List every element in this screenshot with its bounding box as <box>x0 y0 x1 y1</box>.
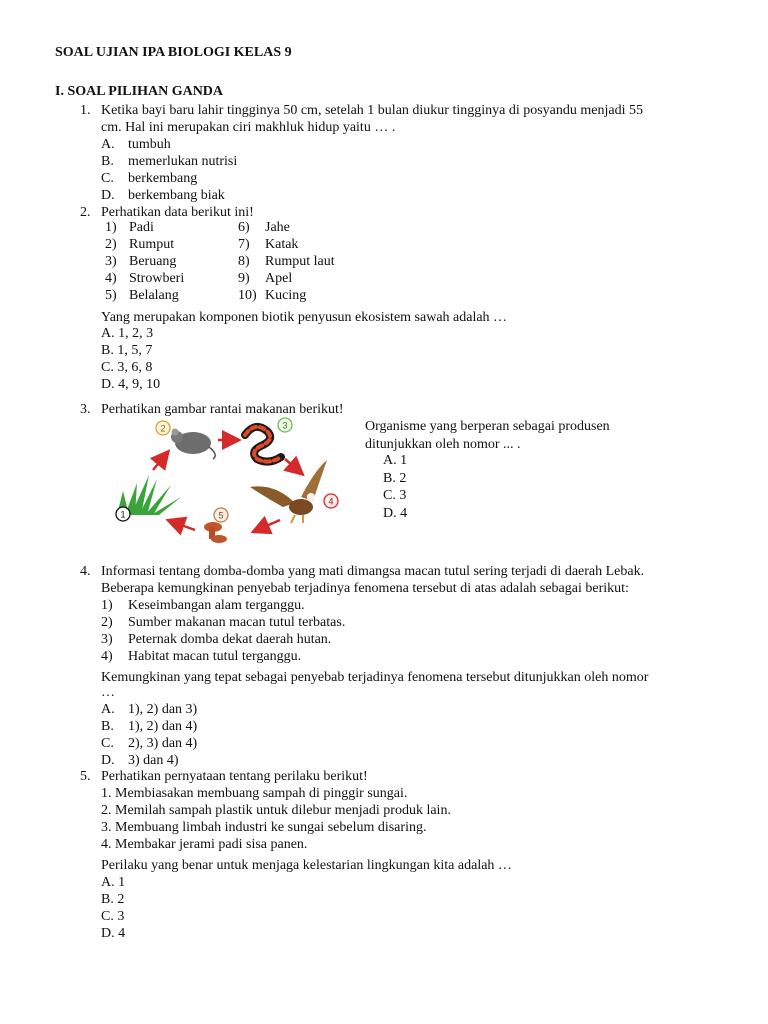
q4-text-line2: Beberapa kemungkinan penyebab terjadinya fenomena tersebut di atas adalah sebagai berikut: <box>101 581 629 596</box>
q2-data-item: 2) Rumput <box>105 237 175 252</box>
q2-option[interactable]: A. 1, 2, 3 <box>101 326 154 341</box>
q4-item: 1) Keseimbangan alam terganggu. <box>101 598 305 613</box>
q4-options <box>101 701 401 769</box>
q5-intro: Perhatikan pernyataan tentang perilaku berikut! <box>101 769 368 784</box>
q4-text-line1: Informasi tentang domba-domba yang mati dimangsa macan tutul sering terjadi di daerah Lebak. <box>101 564 645 579</box>
diagram-label-5 <box>214 508 228 522</box>
q4-option[interactable]: C. 2), 3) dan 4) <box>101 736 198 751</box>
q1-option[interactable]: D. berkembang biak <box>101 188 225 203</box>
q3-option[interactable]: A. 1 <box>383 453 408 468</box>
eagle-icon <box>250 460 327 523</box>
svg-text:4: 4 <box>328 496 334 507</box>
svg-text:2: 2 <box>160 423 166 434</box>
q5-item: 3. Membuang limbah industri ke sungai sebelum disaring. <box>101 820 427 835</box>
q5-number: 5. <box>80 769 91 784</box>
q4-option[interactable]: B. 1), 2) dan 4) <box>101 719 198 734</box>
q3-question-line1: Organisme yang berperan sebagai produsen <box>365 419 610 434</box>
q3-intro: Perhatikan gambar rantai makanan berikut! <box>101 402 344 417</box>
arrow-3-to-4 <box>285 459 301 473</box>
q3-number: 3. <box>80 402 91 417</box>
q3-question-line2: ditunjukkan oleh nomor ... . <box>365 437 521 452</box>
food-chain-diagram <box>105 415 360 555</box>
q2-option[interactable]: D. 4, 9, 10 <box>101 377 161 392</box>
q2-intro: Perhatikan data berikut ini! <box>101 205 254 220</box>
diagram-label-3 <box>278 418 292 432</box>
q4-item: 3) Peternak domba dekat daerah hutan. <box>101 632 332 647</box>
q1-text-line2: cm. Hal ini merupakan ciri makhluk hidup yaitu … . <box>101 120 396 135</box>
document-title: SOAL UJIAN IPA BIOLOGI KELAS 9 <box>55 45 292 60</box>
q2-options <box>101 325 301 393</box>
arrow-1-to-2 <box>153 453 167 470</box>
q3-options <box>383 452 483 522</box>
q5-item: 4. Membakar jerami padi sisa panen. <box>101 837 308 852</box>
q2-data-item: 1) Padi <box>105 220 154 235</box>
q1-option[interactable]: C. berkembang <box>101 171 198 186</box>
q2-data-item: 5) Belalang <box>105 288 179 303</box>
q2-option[interactable]: B. 1, 5, 7 <box>101 343 153 358</box>
q5-option[interactable]: A. 1 <box>101 875 126 890</box>
q2-data-item: 8) Rumput laut <box>238 254 335 269</box>
q1-option[interactable]: A. tumbuh <box>101 137 171 152</box>
q4-option[interactable]: D. 3) dan 4) <box>101 753 179 768</box>
snake-icon <box>245 427 281 462</box>
q1-text-line1: Ketika bayi baru lahir tingginya 50 cm, setelah 1 bulan diukur tingginya di posyandu menjadi 55 <box>101 103 643 118</box>
q2-data-right <box>238 219 398 304</box>
q3-option[interactable]: B. 2 <box>383 470 407 486</box>
q5-question: Perilaku yang benar untuk menjaga kelestarian lingkungan kita adalah … <box>101 858 512 873</box>
arrow-4-to-5 <box>255 520 280 531</box>
q4-option[interactable]: A. 1), 2) dan 3) <box>101 702 198 717</box>
diagram-label-1 <box>116 507 130 521</box>
q2-data-left <box>105 219 235 304</box>
q2-data-item: 3) Beruang <box>105 254 177 269</box>
q2-data-item: 9) Apel <box>238 271 293 286</box>
q1-options <box>101 136 401 204</box>
q2-option[interactable]: C. 3, 6, 8 <box>101 360 153 375</box>
svg-text:5: 5 <box>218 510 224 521</box>
diagram-label-2 <box>156 421 170 435</box>
q5-item: 1. Membiasakan membuang sampah di pinggir sungai. <box>101 786 408 801</box>
q3-option[interactable]: C. 3 <box>383 488 407 503</box>
q2-number: 2. <box>80 205 91 220</box>
fungus-icon <box>204 522 227 543</box>
section-heading: I. SOAL PILIHAN GANDA <box>55 84 224 99</box>
q2-data-item: 7) Katak <box>238 237 299 252</box>
q5-items <box>101 785 521 853</box>
diagram-label-4 <box>324 494 338 508</box>
q4-number: 4. <box>80 564 91 579</box>
q2-data-item: 6) Jahe <box>238 220 290 235</box>
svg-text:1: 1 <box>120 509 126 520</box>
q4-items <box>101 597 501 665</box>
q5-options <box>101 874 201 942</box>
q2-data-item: 4) Strowberi <box>105 271 185 286</box>
q4-item: 4) Habitat macan tutul terganggu. <box>101 649 302 664</box>
q4-question-line2: … <box>101 685 115 700</box>
q5-item: 2. Memilah sampah plastik untuk dilebur menjadi produk lain. <box>101 803 451 818</box>
q2-data-item: 10) Kucing <box>238 288 307 303</box>
mouse-icon <box>171 429 215 460</box>
q4-question-line1: Kemungkinan yang tepat sebagai penyebab terjadinya fenomena tersebut ditunjukkan oleh nomor <box>101 670 649 685</box>
svg-text:3: 3 <box>282 420 288 431</box>
q1-option[interactable]: B. memerlukan nutrisi <box>101 154 238 169</box>
q5-option[interactable]: D. 4 <box>101 926 126 941</box>
arrow-5-to-1 <box>170 521 195 530</box>
q5-option[interactable]: B. 2 <box>101 892 125 907</box>
q5-option[interactable]: C. 3 <box>101 909 125 924</box>
q3-option[interactable]: D. 4 <box>383 505 408 521</box>
q4-item: 2) Sumber makanan macan tutul terbatas. <box>101 615 346 630</box>
q2-question: Yang merupakan komponen biotik penyusun ekosistem sawah adalah … <box>101 310 508 325</box>
q1-number: 1. <box>80 103 91 118</box>
